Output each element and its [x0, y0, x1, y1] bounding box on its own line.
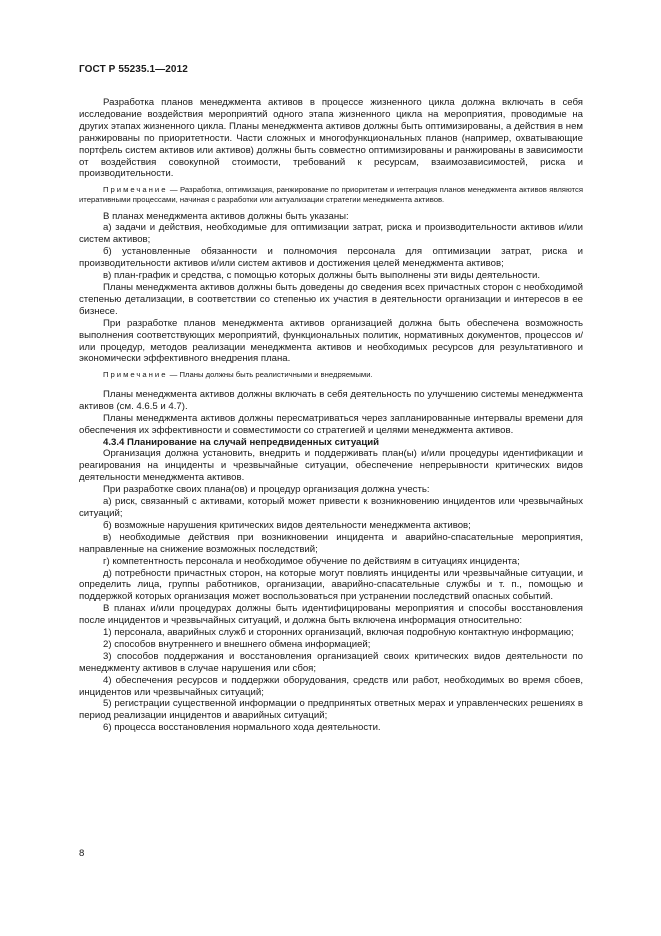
- list-item: а) задачи и действия, необходимые для оптимизации затрат, риска и производительности активов и/или систем активов;: [79, 222, 583, 246]
- paragraph: Планы менеджмента активов должны пересматриваться через запланированные интервалы времени для обеспечения их эффективности и совместимости со стратегией и целями менеджмента активов.: [79, 412, 583, 436]
- note-label: Примечание: [103, 370, 168, 380]
- page-number: 8: [79, 848, 85, 859]
- list-item: 4) обеспечения ресурсов и поддержки оборудования, средств или работ, необходимых во время сбоев, инцидентов или чрезвычайных ситуаций;: [79, 674, 583, 698]
- paragraph: Организация должна установить, внедрить и поддерживать план(ы) и/или процедуры идентификации и реагирования на инциденты и чрезвычайные ситуации, обеспечение непрерывности критических видов деятельности менеджмента активов.: [79, 448, 583, 484]
- paragraph: Разработка планов менеджмента активов в процессе жизненного цикла должна включать в себя исследование воздействия мероприятий одного этапа жизненного цикла на мероприятия, проводимые на других этапах жизненного цикла. Планы менеджмента активов должны быть оптимизированы, а действия в нем ранжированы по приоритетности. Части сложных и многофункциональных планов (например, охватывающие портфель систем активов или активов) должны быть совместно оптимизированы и ранжированы в зависимости от воздействия совокупной стоимости, требований к ресурсам, взаимозависимостей, риска и производительности.: [79, 97, 583, 180]
- list-item: 3) способов поддержания и восстановления организацией своих критических видов деятельности по менеджменту активов в случае нарушения или сбоя;: [79, 650, 583, 674]
- note-text: — Планы должны быть реалистичными и внедряемыми.: [167, 370, 373, 380]
- section-heading: 4.3.4 Планирование на случай непредвиденных ситуаций: [103, 436, 380, 448]
- list-item: 2) способов внутреннего и внешнего обмена информацией;: [103, 638, 371, 650]
- list-item: 6) процесса восстановления нормального хода деятельности.: [103, 722, 381, 734]
- paragraph: В планах и/или процедурах должны быть идентифицированы мероприятия и способы восстановления после инцидентов и чрезвычайных ситуаций, и должна быть включена информация относительно:: [79, 603, 583, 627]
- paragraph: Планы менеджмента активов должны быть доведены до сведения всех причастных сторон с необходимой степенью детализации, в соответствии со степенью их участия в деятельности организации и интересов в ее бизнесе.: [79, 281, 583, 317]
- paragraph: При разработке планов менеджмента активов организацией должна быть обеспечена возможность выполнения соответствующих мероприятий, функциональных политик, нормативных документов, процессов и/или процедур, методов реализации менеджмента активов и необходимых ресурсов для результативного и экономически эффективного внедрения плана.: [79, 317, 583, 365]
- paragraph: В планах менеджмента активов должны быть указаны:: [103, 210, 349, 222]
- list-item: б) установленные обязанности и полномочия персонала для оптимизации затрат, риска и производительности активов и/или систем активов и достижения целей менеджмента активов;: [79, 246, 583, 270]
- list-item: д) потребности причастных сторон, на которые могут повлиять инциденты или чрезвычайные ситуации, и определить лица, группы работников, организации, аварийно-спасательные службы и т. п., помощью и поддержкой которых организация может воспользоваться при устранении последствий опасных событий.: [79, 567, 583, 603]
- note-label: Примечание: [103, 185, 168, 195]
- list-item: в) план-график и средства, с помощью которых должны быть выполнены эти виды деятельности.: [103, 270, 541, 282]
- page-body: [79, 97, 583, 734]
- standard-designation: ГОСТ Р 55235.1—2012: [79, 64, 188, 75]
- list-item: 5) регистрации существенной информации о предпринятых ответных мерах и управленческих решениях в период реализации инцидентов и аварийных ситуаций;: [79, 698, 583, 722]
- list-item: б) возможные нарушения критических видов деятельности менеджмента активов;: [103, 519, 471, 531]
- list-item: а) риск, связанный с активами, который может привести к возникновению инцидентов или чрезвычайных ситуаций;: [79, 496, 583, 519]
- paragraph: При разработке своих плана(ов) и процедур организация должна учесть:: [103, 484, 430, 496]
- paragraph: Планы менеджмента активов должны включать в себя деятельность по улучшению системы менеджмента активов (см. 4.6.5 и 4.7).: [79, 388, 583, 412]
- list-item: г) компетентность персонала и необходимое обучение по действиям в ситуациях инцидента;: [103, 555, 520, 567]
- list-item: 1) персонала, аварийных служб и сторонних организаций, включая подробную контактную информацию;: [103, 627, 574, 639]
- note: [79, 185, 583, 204]
- note: [79, 370, 583, 380]
- note-text: — Разработка, оптимизация, ранжирование по приоритетам и интеграция планов менеджмента активов являются итеративными процессами, начиная с разработки или актуализации стратегии менеджмента активов.: [79, 185, 583, 204]
- list-item: в) необходимые действия при возникновении инцидента и аварийно-спасательные мероприятия, направленные на снижение возможных последствий;: [79, 531, 583, 555]
